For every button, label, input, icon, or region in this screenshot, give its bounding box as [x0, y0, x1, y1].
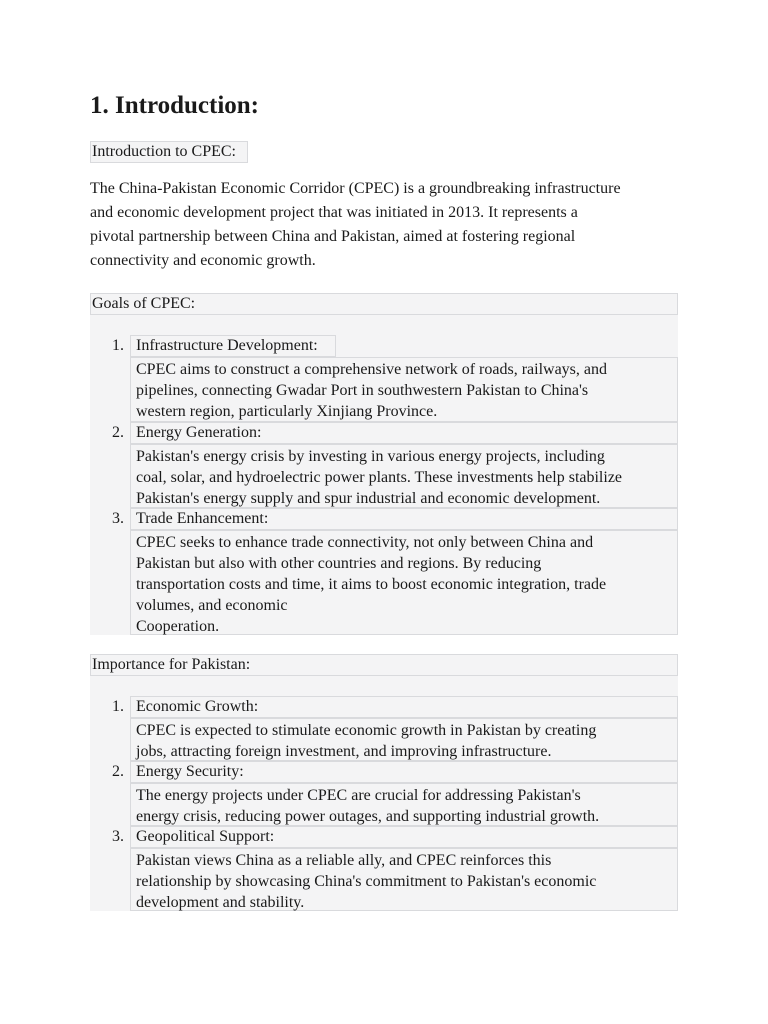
list-number: 3. [112, 510, 124, 527]
body-line: The energy projects under CPEC are crucial for addressing Pakistan's [136, 787, 581, 804]
paragraph-line: pivotal partnership between China and Pakistan, aimed at fostering regional [90, 228, 576, 245]
importance-title-economic-growth: Economic Growth: [130, 696, 678, 718]
goal-title-trade: Trade Enhancement: [130, 508, 678, 530]
paragraph-line: connectivity and economic growth. [90, 252, 316, 269]
body-line: Pakistan views China as a reliable ally, and CPEC reinforces this [136, 852, 552, 869]
body-line: jobs, attracting foreign investment, and improving infrastructure. [136, 743, 552, 760]
goal-body-trade [130, 530, 678, 635]
importance-body-economic-growth [130, 718, 678, 761]
intro-paragraph [90, 177, 690, 273]
goal-body-infrastructure [130, 357, 678, 422]
body-line: western region, particularly Xinjiang Province. [136, 403, 438, 420]
list-number: 3. [112, 828, 124, 845]
body-line: pipelines, connecting Gwadar Port in southwestern Pakistan to China's [136, 382, 589, 399]
paragraph-line: The China-Pakistan Economic Corridor (CPEC) is a groundbreaking infrastructure [90, 180, 621, 197]
list-number: 1. [112, 698, 124, 715]
list-number: 1. [112, 337, 124, 354]
goal-title-infrastructure: Infrastructure Development: [130, 335, 336, 357]
body-line: development and stability. [136, 894, 305, 911]
intro-label: Introduction to CPEC: [90, 141, 248, 163]
body-line: energy crisis, reducing power outages, and supporting industrial growth. [136, 808, 600, 825]
list-number: 2. [112, 763, 124, 780]
body-line: coal, solar, and hydroelectric power plants. These investments help stabilize [136, 469, 623, 486]
body-line: Cooperation. [136, 618, 220, 635]
body-line: CPEC is expected to stimulate economic growth in Pakistan by creating [136, 722, 597, 739]
section-heading: 1. Introduction: [90, 92, 260, 119]
list-number: 2. [112, 424, 124, 441]
goals-label: Goals of CPEC: [90, 293, 678, 315]
body-line: Pakistan's energy supply and spur industrial and economic development. [136, 490, 601, 507]
body-line: Pakistan's energy crisis by investing in various energy projects, including [136, 448, 605, 465]
importance-title-energy-security: Energy Security: [130, 761, 678, 783]
goal-title-energy: Energy Generation: [130, 422, 678, 444]
body-line: volumes, and economic [136, 597, 288, 614]
body-line: transportation costs and time, it aims to boost economic integration, trade [136, 576, 607, 593]
body-line: CPEC seeks to enhance trade connectivity, not only between China and [136, 534, 594, 551]
importance-body-energy-security [130, 783, 678, 826]
body-line: CPEC aims to construct a comprehensive network of roads, railways, and [136, 361, 607, 378]
importance-body-geopolitical [130, 848, 678, 911]
paragraph-line: and economic development project that was initiated in 2013. It represents a [90, 204, 578, 221]
goal-body-energy [130, 444, 678, 508]
body-line: relationship by showcasing China's commitment to Pakistan's economic [136, 873, 597, 890]
importance-title-geopolitical: Geopolitical Support: [130, 826, 678, 848]
body-line: Pakistan but also with other countries and regions. By reducing [136, 555, 542, 572]
importance-label: Importance for Pakistan: [90, 654, 678, 676]
